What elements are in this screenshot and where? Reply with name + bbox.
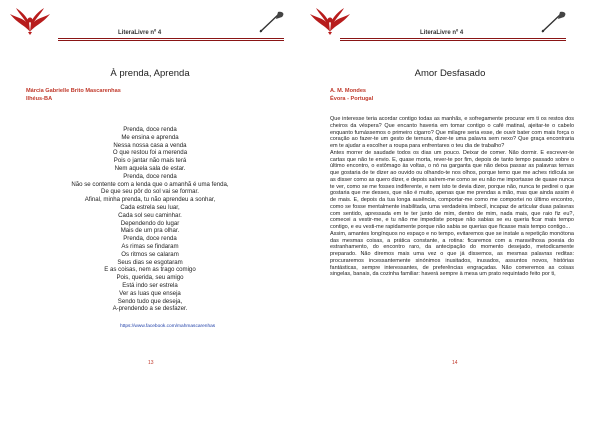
poem [0, 126, 300, 313]
header-rule [340, 38, 566, 39]
page-title: À prenda, Aprenda [110, 68, 190, 79]
poem-line: De que seu pôr do sol vai se formar. [101, 188, 199, 196]
header-rule-thin [58, 40, 284, 41]
header-rule-thin [340, 40, 566, 41]
phoenix-logo-icon [308, 6, 352, 36]
poem-line: Pois, querida, seu amigo [116, 274, 184, 282]
poem-line: A-prendendo a se desfazer. [112, 305, 188, 313]
poem-line: Nessa nossa casa a venda [113, 141, 187, 149]
author-location: Ilhéus-BA [26, 96, 53, 102]
page-title: Amor Desfasado [414, 68, 486, 79]
right-page [300, 0, 600, 424]
paragraph: Assim, amantes longínquos no espaço e no tempo, evitaremos que se instale a repetição monótona das mesmas coisas, a prática constante, a rotina: ficaremos com a maravilhosa poesia do estranhamento, do encontro raro, da antecipação do momento desejado, metodicamente preparado. Não diremos mais uma vez o que já dissemos, as mesmas palavras reditas: procuraremos incessantemente sinónimos inusitados, inusados, assuntos novos, histórias fantásticas, sempre interessantes, de preferências engraçadas. Não comeremos as coisas singelas, banais, da cozinha familiar: haverá sempre à mesa um prato requintado feito por ti, [330, 230, 574, 278]
poem-line: Me ensina e aprenda [121, 133, 179, 141]
poem-line: Prenda, doce renda [123, 235, 177, 243]
page-number: 14 [452, 360, 458, 366]
page-number: 13 [148, 360, 154, 366]
author-name: A. M. Mondes [330, 88, 367, 94]
poem-line: Sendo tudo que deseja, [117, 297, 183, 305]
header-title: LiteraLivre nº 4 [118, 30, 162, 36]
poem-line: Prenda, doce renda [123, 172, 177, 180]
poem-line: Os ritmos se calaram [121, 250, 179, 258]
quill-pen-icon [256, 10, 286, 34]
poem-line: Cada estrela seu luar, [120, 203, 180, 211]
phoenix-logo-icon [8, 6, 52, 36]
header-title: LiteraLivre nº 4 [420, 30, 464, 36]
poem-line: Está indo ser estrela [122, 281, 178, 289]
author-location: Évora - Portugal [330, 96, 374, 102]
poem-line: Não se contente com a lenda que o amanhã é uma fenda, [71, 180, 229, 188]
quill-pen-icon [538, 10, 568, 34]
prose-text [330, 116, 574, 278]
poem-line: Ver as luas que enseja [119, 289, 181, 297]
poem-line: Mais de um pra olhar. [120, 227, 180, 235]
poem-line: Dependendo do lugar [120, 219, 180, 227]
poem-line: Nem aquela sala de estar. [114, 164, 186, 172]
poem-line: Prenda, doce renda [123, 126, 177, 133]
facebook-link[interactable]: https://www.facebook.com/mahmascarenhas [120, 324, 216, 329]
poem-line: E as coisas, nem as trago comigo [104, 266, 196, 274]
poem-line: As rimas se findaram [121, 242, 179, 250]
author-name: Márcia Gabrielle Brito Mascarenhas [26, 88, 121, 94]
poem-line: Cada sol seu caminhar. [118, 211, 182, 219]
poem-line: Pois o jantar não mais terá [113, 157, 187, 165]
poem-line: Afinal, minha prenda, tu não aprendeu a sonhar, [84, 196, 216, 204]
poem-line: Seus dias se esgotaram [117, 258, 183, 266]
paragraph: Antes morrer de saudade todos os dias um pouco. Deixar de comer. Não dormir. E escrever-te cartas que não te envio. E, quase morta, rever-te por fim, depois de tanto tempo passado sobre o último encontro, o estômago às voltas, o nó na garganta que não deixa passar as palavras ternas que gostaria de te dizer ao ouvido ou olhando-te nos olhos, porque temo que me aches ridícula se as disser como as quero dizer, e depois saírem-me como se eu não me importasse de quase nunca te ver, como se me fosses indiferente, e nem isto te devia dizer, porque não, nunca te pedirei o que gostaria que me desses, que não é muito, apenas que me prendas a mão, mas que ainda assim é de mais. E, depois da tua longa ausência, comportar-me como me comportei no último encontro, como se fosse mentalmente inabilitada, uma verdadeira imbecil, incapaz de articular duas palavras com sentido, apressada em te ter junto de mim, dentro de mim, nada mais, que raio fiz eu?, comecei a vestir-me, e tu não me impediste porque não sabias se eu queria ficar mais tempo contigo, e eu vesti-me rapidamente porque não sabia se querias que ficasse mais tempo contigo... [330, 149, 574, 230]
paragraph: Que interesse teria acordar contigo todas as manhãs, e sofregamente procurar em ti os restos dos cheiros da véspera? Que encanto haveria em tomar contigo o café matinal, ajeitar-te o cabelo enquanto fumássemos o primeiro cigarro? Que milagre seria esse, de ouvir bater com mais força o coração ao fazer-te um gesto de ternura, dizer-te uma palavra sem nexo? Que graça encontraria em te ajudar a escolher a roupa para enfrentares o teu dia de trabalho? [330, 116, 574, 149]
header-rule [58, 38, 284, 39]
poem-line: O que restou foi a merenda [112, 149, 188, 157]
